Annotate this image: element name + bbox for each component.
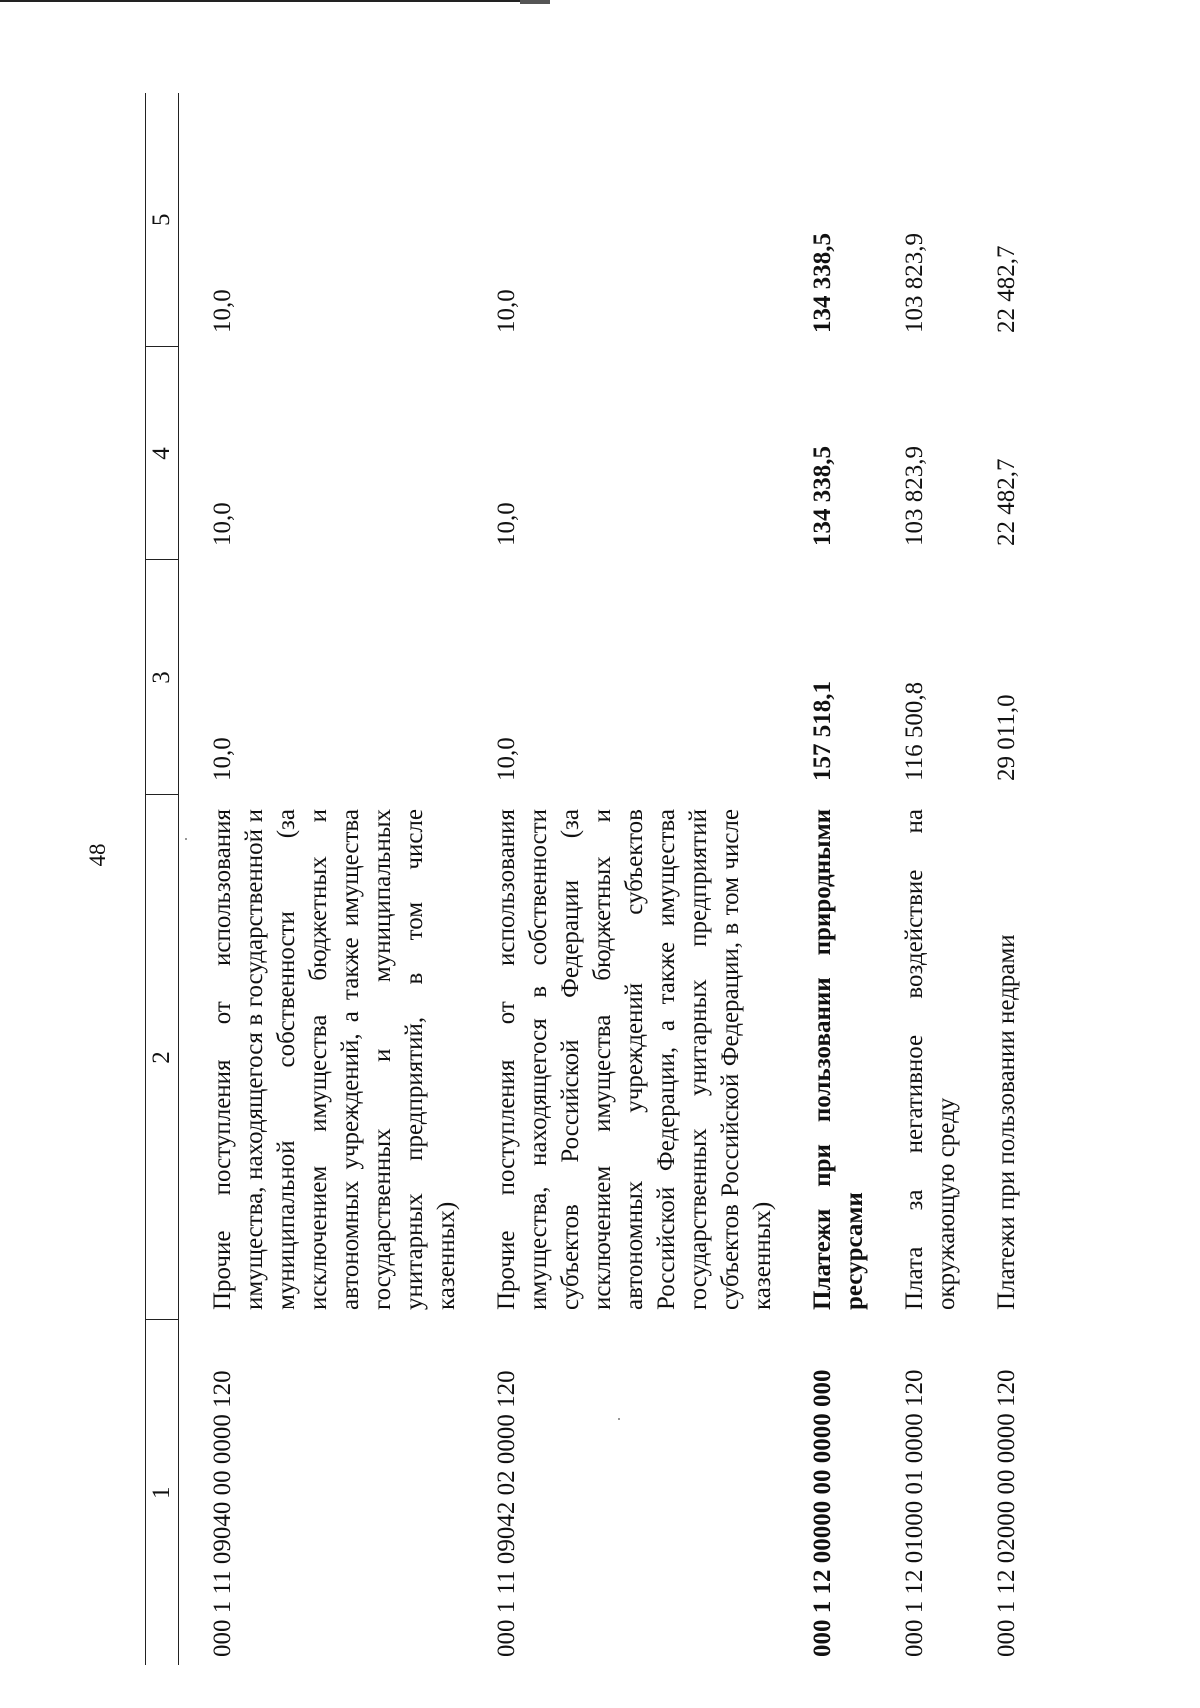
revenue-name-cell: Плата за негативное воздействие на окружающую среду bbox=[901, 809, 960, 1310]
table-row bbox=[179, 93, 464, 1665]
value-col4-cell: 134 338,5 bbox=[809, 446, 836, 546]
table-row bbox=[871, 93, 963, 1665]
budget-code-cell: 000 1 11 09040 00 0000 120 bbox=[209, 1370, 236, 1657]
column-header-1: 1 bbox=[146, 1320, 179, 1665]
value-col4-cell: 103 823,9 bbox=[901, 446, 928, 546]
rotated-table-container bbox=[145, 93, 1165, 1665]
revenue-name-cell: Прочие поступления от использования имущества, находящегося в государственной и муниципальной собственности (за исключением имущества бюджетных и автономных учреждений, а также имущества государственных и муниципальных унитарных предприятий, в том числе казенных) bbox=[209, 809, 460, 1310]
column-header-3: 3 bbox=[146, 560, 179, 795]
value-col3-cell: 157 518,1 bbox=[809, 681, 836, 781]
value-col5-cell: 10,0 bbox=[209, 289, 236, 333]
revenue-name-cell: Платежи при пользовании недрами bbox=[993, 934, 1020, 1310]
budget-code-cell: 000 1 11 09042 02 0000 120 bbox=[493, 1370, 520, 1657]
scan-edge-mark bbox=[520, 0, 550, 4]
column-header-4: 4 bbox=[146, 347, 179, 560]
table-row bbox=[463, 93, 779, 1665]
value-col3-cell: 29 011,0 bbox=[993, 694, 1020, 781]
budget-code-cell: 000 1 12 00000 00 0000 000 bbox=[809, 1369, 836, 1657]
budget-code-cell: 000 1 12 02000 00 0000 120 bbox=[993, 1369, 1020, 1657]
value-col5-cell: 22 482,7 bbox=[993, 245, 1020, 333]
value-col3-cell: 116 500,8 bbox=[901, 681, 928, 781]
revenue-name-cell: Прочие поступления от использования имущества, находящегося в собственности субъектов Российской Федерации (за исключением имущества бюджетных и автономных учреждений субъектов Российской Федерации, а также имущества государственных унитарных предприятий субъектов Российской Федерации, в том числе казенных) bbox=[493, 809, 776, 1310]
page-number: 48 bbox=[85, 843, 110, 867]
budget-code-cell: 000 1 12 01000 01 0000 120 bbox=[901, 1369, 928, 1657]
value-col5-cell: 134 338,5 bbox=[809, 233, 836, 333]
value-col5-cell: 10,0 bbox=[493, 289, 520, 333]
value-col5-cell: 103 823,9 bbox=[901, 233, 928, 333]
table-row-total bbox=[779, 93, 871, 1665]
column-header-5: 5 bbox=[146, 93, 179, 347]
value-col4-cell: 22 482,7 bbox=[993, 458, 1020, 546]
column-header-2: 2 bbox=[146, 795, 179, 1320]
value-col3-cell: 10,0 bbox=[493, 737, 520, 781]
table-row bbox=[963, 93, 1023, 1665]
revenue-name-cell: Платежи при пользовании природными ресурсами bbox=[809, 809, 868, 1310]
scan-edge-line bbox=[0, 0, 540, 2]
value-col4-cell: 10,0 bbox=[493, 502, 520, 546]
budget-revenue-table bbox=[145, 93, 1023, 1665]
value-col3-cell: 10,0 bbox=[209, 737, 236, 781]
value-col4-cell: 10,0 bbox=[209, 502, 236, 546]
column-number-header-row bbox=[146, 93, 179, 1665]
